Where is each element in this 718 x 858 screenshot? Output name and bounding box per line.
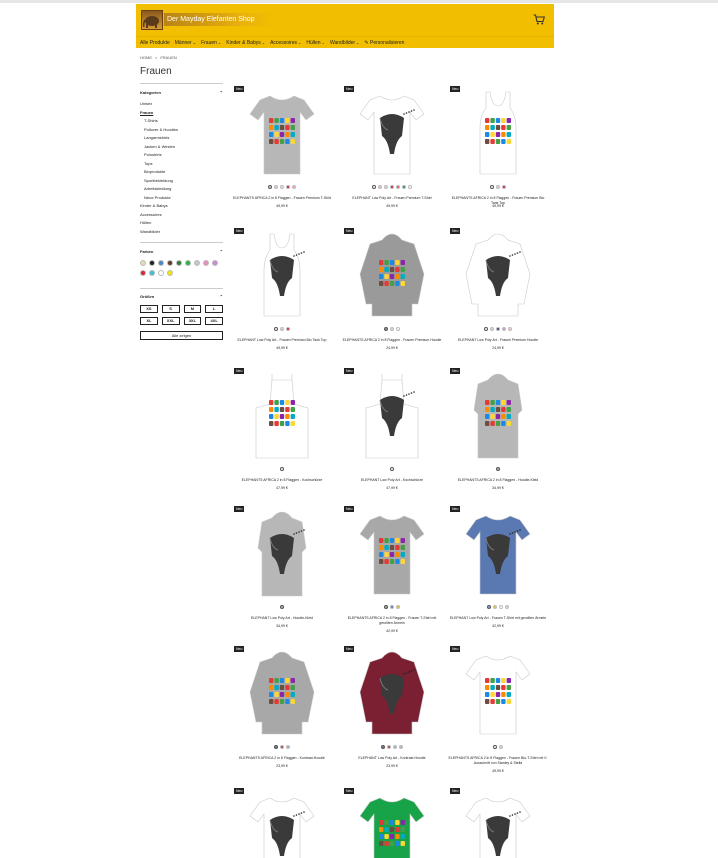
product-image[interactable] [352, 370, 432, 460]
product-color-dot[interactable] [280, 327, 284, 331]
product-color-dot[interactable] [390, 185, 394, 189]
show-all-sizes-button[interactable]: Alle zeigen [140, 331, 223, 340]
product-price: 49,99 € [492, 769, 504, 773]
product-price: 47,99 € [276, 486, 288, 490]
breadcrumb [140, 55, 180, 60]
product-color-dot[interactable] [502, 327, 506, 331]
product-card[interactable] [342, 506, 442, 646]
product-name[interactable]: ELEPHANTS AFRICA 2 in 8 Flaggen - Kontrast-Hoodie [239, 756, 325, 760]
sizes-label: Größen [140, 294, 155, 299]
chevron-down-icon: ⌄ [356, 40, 360, 45]
new-badge: Neu [452, 229, 459, 233]
nav-item[interactable] [270, 40, 301, 46]
category-item[interactable]: Sportbekleidung [144, 177, 173, 183]
nav-item[interactable] [364, 40, 404, 46]
product-color-dot[interactable] [484, 327, 488, 331]
category-item[interactable]: Langarmshirts [144, 135, 170, 140]
product-price: 34,99 € [492, 486, 504, 490]
new-badge: Neu [346, 789, 353, 793]
product-image[interactable] [458, 648, 538, 738]
product-color-dot[interactable] [399, 745, 403, 749]
product-color-options [342, 745, 442, 749]
product-card[interactable] [232, 646, 332, 786]
product-price: 42,99 € [386, 629, 398, 633]
product-color-dot[interactable] [393, 745, 397, 749]
product-color-dot[interactable] [493, 745, 497, 749]
cart-icon[interactable] [533, 14, 545, 25]
category-item[interactable]: Pullover & Hoodies [144, 126, 179, 132]
product-name[interactable]: ELEPHANTS AFRICA 2 in 8 Flaggen - Kochschürze [241, 478, 323, 482]
colors-label: Farben [140, 249, 154, 254]
color-swatch[interactable] [194, 260, 200, 266]
chevron-up-icon: ⌃ [219, 249, 223, 254]
product-color-dot[interactable] [274, 745, 278, 749]
product-image[interactable] [352, 790, 432, 858]
product-color-options [342, 605, 442, 609]
new-badge: Neu [346, 647, 353, 651]
category-item[interactable]: Wandbilder [140, 228, 161, 234]
breadcrumb-separator: > [155, 55, 158, 60]
color-swatch[interactable] [149, 260, 155, 266]
new-badge: Neu [452, 87, 459, 91]
categories-facet-header[interactable] [140, 90, 223, 95]
chevron-down-icon: ⌄ [217, 40, 222, 45]
product-color-dot[interactable] [384, 327, 388, 331]
product-price: 34,99 € [276, 624, 288, 628]
size-option[interactable]: 4XL [205, 317, 223, 325]
product-color-dot[interactable] [408, 185, 412, 189]
size-option[interactable]: XXL [162, 317, 180, 325]
product-image[interactable] [458, 508, 538, 598]
color-swatch[interactable] [158, 270, 164, 276]
new-badge: Neu [346, 229, 353, 233]
new-badge: Neu [346, 87, 353, 91]
product-color-dot[interactable] [268, 185, 272, 189]
browser-top-border [0, 0, 718, 3]
category-item[interactable]: Accessoires [140, 211, 162, 217]
product-color-dot[interactable] [274, 185, 278, 189]
size-option[interactable]: M [184, 305, 202, 313]
product-color-options [448, 327, 548, 331]
product-image[interactable] [458, 88, 538, 178]
product-name[interactable]: ELEPHANT Low Poly Art - Frauen Premium Hoodie [457, 338, 539, 342]
product-color-dot[interactable] [274, 327, 278, 331]
nav-item-label: ✎ Personalisieren [364, 39, 405, 46]
color-swatch[interactable] [185, 260, 191, 266]
product-color-dot[interactable] [286, 185, 290, 189]
color-swatch[interactable] [212, 260, 218, 266]
category-list [140, 100, 223, 236]
product-color-dot[interactable] [384, 605, 388, 609]
category-item[interactable]: Poloshirts [144, 152, 162, 157]
new-badge: Neu [236, 87, 243, 91]
category-item[interactable]: Jacken & Westen [144, 143, 176, 149]
new-badge: Neu [346, 507, 353, 511]
nav-item[interactable] [306, 40, 325, 46]
product-name[interactable]: ELEPHANT Low Poly Art - Frauen T-Shirt mit gerollten Ärmeln [449, 616, 547, 620]
product-color-options [232, 605, 332, 609]
product-price: 49,99 € [276, 346, 288, 350]
product-color-dot[interactable] [286, 745, 290, 749]
product-image[interactable] [458, 370, 538, 460]
divider [140, 242, 223, 243]
chevron-down-icon: ⌄ [321, 40, 325, 45]
new-badge: Neu [452, 369, 459, 373]
product-image[interactable] [352, 508, 432, 598]
product-color-dot[interactable] [396, 605, 400, 609]
product-card[interactable] [342, 788, 442, 858]
product-card[interactable] [342, 228, 442, 368]
product-card[interactable] [232, 368, 332, 508]
sizes-facet-header[interactable] [140, 294, 223, 299]
color-swatch[interactable] [167, 260, 173, 266]
product-color-dot[interactable] [496, 467, 500, 471]
product-price: 24,99 € [492, 346, 504, 350]
product-price: 24,99 € [386, 346, 398, 350]
product-name[interactable]: ELEPHANTS AFRICA 2 in 8 Flaggen - Frauen Premium T-Shirt [233, 196, 331, 200]
size-option[interactable]: L [205, 305, 223, 313]
product-card[interactable] [342, 86, 442, 226]
color-swatch[interactable] [167, 270, 173, 276]
product-card[interactable] [342, 368, 442, 508]
product-name[interactable]: ELEPHANTS AFRICA 2 in 8 Flaggen - Frauen Premium Bio Tank Top [451, 196, 545, 205]
nav-item[interactable] [226, 40, 265, 46]
product-color-dot[interactable] [390, 327, 394, 331]
divider [140, 83, 223, 84]
product-color-dot[interactable] [496, 185, 500, 189]
chevron-up-icon: ⌃ [219, 294, 223, 299]
product-color-dot[interactable] [490, 185, 494, 189]
product-name[interactable]: ELEPHANTS AFRICA 2 in 8 Flaggen - Frauen T-Shirt mit gerollten Ärmeln [347, 616, 437, 625]
product-color-options [448, 185, 548, 189]
category-item[interactable]: Neue Produkte [144, 194, 171, 200]
product-name[interactable]: ELEPHANT Low Poly Art - Kontrast-Hoodie [358, 756, 426, 760]
product-price: 49,99 € [492, 204, 504, 208]
product-card[interactable] [448, 368, 548, 508]
nav-item-label: Männer [174, 39, 192, 46]
color-swatch[interactable] [149, 270, 155, 276]
product-price: 49,99 € [276, 204, 288, 208]
product-color-dot[interactable] [508, 327, 512, 331]
nav-item[interactable] [330, 40, 359, 46]
shop-title[interactable]: Der Mayday Elefanten Shop [164, 13, 274, 26]
new-badge: Neu [236, 229, 243, 233]
new-badge: Neu [452, 789, 459, 793]
product-name[interactable]: ELEPHANT Low Poly Art - Kochschürze [360, 478, 424, 482]
product-card[interactable] [232, 788, 332, 858]
breadcrumb-home[interactable]: HOME [140, 55, 152, 60]
product-image[interactable] [242, 508, 322, 598]
site-header [136, 4, 554, 36]
breadcrumb-current: FRAUEN [160, 55, 177, 60]
product-color-dot[interactable] [378, 185, 382, 189]
product-card[interactable] [232, 506, 332, 646]
divider [140, 288, 223, 289]
product-color-dot[interactable] [372, 185, 376, 189]
nav-item-label: Hüllen [306, 39, 321, 46]
product-card[interactable] [448, 86, 548, 226]
color-swatch[interactable] [203, 260, 209, 266]
product-color-dot[interactable] [396, 185, 400, 189]
product-image[interactable] [352, 648, 432, 738]
page-title: Frauen [140, 66, 172, 77]
product-image[interactable] [242, 370, 322, 460]
new-badge: Neu [236, 369, 243, 373]
product-card[interactable] [448, 646, 548, 786]
product-color-dot[interactable] [390, 467, 394, 471]
product-color-dot[interactable] [502, 185, 506, 189]
main-nav [136, 36, 554, 48]
product-color-dot[interactable] [280, 467, 284, 471]
category-item[interactable]: T-Shirts [144, 118, 158, 123]
product-image[interactable] [352, 88, 432, 178]
product-card[interactable] [448, 228, 548, 368]
nav-item[interactable] [201, 40, 221, 46]
product-color-dot[interactable] [384, 185, 388, 189]
nav-item-label: Wandbilder [329, 39, 356, 46]
product-color-dot[interactable] [505, 605, 509, 609]
category-item[interactable]: Bioprodukte [144, 169, 166, 174]
product-name[interactable]: ELEPHANTS AFRICA 2 in 8 Flaggen - Frauen Premium Hoodie [342, 338, 442, 342]
new-badge: Neu [236, 647, 243, 651]
product-price: 42,99 € [492, 624, 504, 628]
product-color-dot[interactable] [396, 327, 400, 331]
product-color-options [342, 467, 442, 471]
color-swatch[interactable] [158, 260, 164, 266]
product-card[interactable] [448, 506, 548, 646]
new-badge: Neu [452, 647, 459, 651]
product-color-dot[interactable] [493, 605, 497, 609]
category-item[interactable]: Unisex [140, 101, 153, 106]
product-color-dot[interactable] [487, 605, 491, 609]
nav-item-label: Kinder & Babys [226, 39, 261, 46]
product-color-options [232, 327, 332, 331]
product-color-dot[interactable] [280, 745, 284, 749]
size-option[interactable]: 3XL [184, 317, 202, 325]
category-item[interactable]: Hüllen [140, 220, 152, 225]
categories-label: Kategorien [140, 90, 161, 95]
product-image[interactable] [242, 648, 322, 738]
new-badge: Neu [452, 507, 459, 511]
product-image[interactable] [458, 790, 538, 858]
size-option[interactable]: S [162, 305, 180, 313]
size-option[interactable]: XS [140, 305, 158, 313]
category-item[interactable]: Frauen [140, 109, 154, 115]
product-color-options [232, 185, 332, 189]
product-color-options [448, 745, 548, 749]
product-card[interactable] [232, 228, 332, 368]
product-color-dot[interactable] [390, 605, 394, 609]
nav-item-label: Alle Produkte [140, 39, 170, 46]
product-color-dot[interactable] [496, 327, 500, 331]
color-swatch[interactable] [140, 270, 146, 276]
product-color-dot[interactable] [499, 605, 503, 609]
product-color-dot[interactable] [490, 327, 494, 331]
product-price: 49,99 € [386, 204, 398, 208]
nav-item-label: Frauen [201, 39, 217, 46]
product-card[interactable] [448, 788, 548, 858]
product-image[interactable] [242, 790, 322, 858]
size-filter [140, 305, 223, 325]
product-name[interactable]: ELEPHANT Low Poly Art - Frauen Premium T-Shirt [352, 196, 432, 200]
color-swatch[interactable] [140, 260, 146, 266]
size-option[interactable]: XL [140, 317, 158, 325]
product-color-dot[interactable] [381, 745, 385, 749]
product-image[interactable] [458, 230, 538, 320]
product-image[interactable] [352, 230, 432, 320]
product-price: 23,99 € [276, 764, 288, 768]
category-item[interactable]: Tops [144, 160, 153, 166]
product-price: 23,99 € [386, 764, 398, 768]
chevron-down-icon: ⌄ [192, 40, 197, 45]
nav-item[interactable] [175, 40, 196, 46]
chevron-down-icon: ⌄ [261, 40, 266, 45]
product-name[interactable]: ELEPHANT Low Poly Art - Hoodie-Kleid [251, 616, 313, 620]
product-card[interactable] [232, 86, 332, 226]
product-color-options [448, 467, 548, 471]
product-color-dot[interactable] [292, 185, 296, 189]
logo-elephant-icon[interactable] [141, 10, 163, 30]
product-name[interactable]: ELEPHANTS AFRICA 2 in 8 Flaggen - Hoodie-Kleid [457, 478, 539, 482]
product-color-options [448, 605, 548, 609]
product-color-dot[interactable] [280, 185, 284, 189]
product-color-options [342, 327, 442, 331]
color-swatches [140, 260, 224, 276]
product-price: 47,99 € [386, 486, 398, 490]
new-badge: Neu [236, 507, 243, 511]
product-color-options [232, 467, 332, 471]
colors-facet-header[interactable] [140, 249, 223, 254]
color-swatch[interactable] [176, 260, 182, 266]
nav-item[interactable] [140, 40, 170, 46]
product-image[interactable] [242, 88, 322, 178]
chevron-up-icon: ⌃ [219, 90, 223, 95]
chevron-down-icon: ⌄ [298, 40, 302, 45]
category-item[interactable]: Arbeitskleidung [144, 186, 172, 191]
new-badge: Neu [236, 789, 243, 793]
product-name[interactable]: ELEPHANTS AFRICA 2 in 8 Flaggen - Frauen Bio-T-Shirt mit V-Ausschnitt von Stanley & Stella [448, 756, 548, 765]
new-badge: Neu [346, 369, 353, 373]
product-color-options [232, 745, 332, 749]
product-color-dot[interactable] [499, 745, 503, 749]
product-color-dot[interactable] [286, 327, 290, 331]
product-color-options [342, 185, 442, 189]
product-image[interactable] [242, 230, 322, 320]
nav-item-label: Accessoires [270, 39, 298, 46]
product-color-dot[interactable] [387, 745, 391, 749]
category-item[interactable]: Kinder & Babys [140, 203, 168, 208]
product-name[interactable]: ELEPHANT Low Poly Art - Frauen Premium Bio Tank Top [237, 338, 327, 342]
product-color-dot[interactable] [402, 185, 406, 189]
product-card[interactable] [342, 646, 442, 786]
product-color-dot[interactable] [280, 605, 284, 609]
